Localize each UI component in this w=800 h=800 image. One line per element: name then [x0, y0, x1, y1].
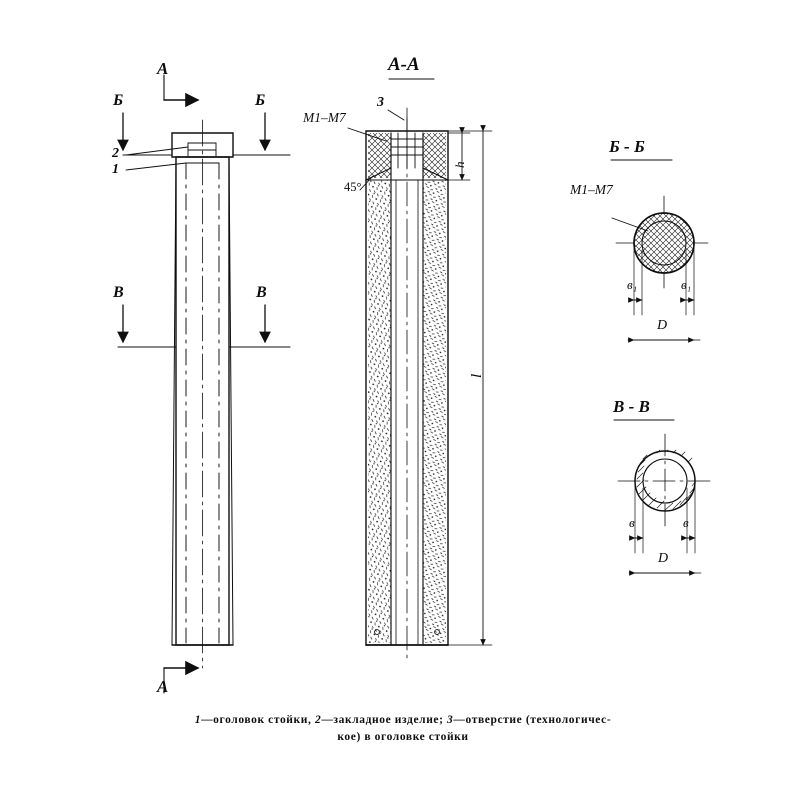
callout-embedded-parts-aa: М1–М7	[303, 110, 346, 125]
callout-1: 1	[112, 162, 119, 177]
section-bb-title: Б - Б	[609, 137, 645, 156]
caption-line-2: кое) в оголовке стойки	[337, 730, 469, 743]
section-vv-title: В - В	[613, 397, 650, 416]
section-aa-view	[348, 108, 492, 660]
elevation-view	[118, 75, 290, 693]
dimension-b-left: в	[629, 515, 635, 530]
caption-text-2: —закладное изделие;	[321, 714, 448, 726]
dimension-h: h	[452, 161, 467, 168]
mark-b-left: Б	[113, 92, 124, 109]
callout-2: 2	[112, 146, 119, 161]
dimension-length: l	[469, 373, 485, 378]
mark-a-bottom: А	[157, 677, 169, 696]
section-aa-title: А-А	[388, 54, 420, 75]
dimension-D-vv: D	[658, 551, 669, 566]
dimension-D-bb: D	[657, 318, 668, 333]
dimension-b1-left: в₁	[627, 277, 638, 292]
mark-a-top: А	[157, 59, 169, 78]
dimension-b-right: в	[683, 515, 689, 530]
caption-text-3: —отверстие (технологичес-	[453, 714, 612, 726]
callout-3: 3	[377, 95, 384, 110]
caption-text-1: —оголовок стойки,	[201, 714, 315, 726]
dimension-b1-right: в₁	[681, 277, 692, 292]
mark-v-right: В	[256, 284, 267, 301]
figure-caption	[78, 712, 728, 745]
caption-ref-3: 3	[447, 714, 454, 726]
mark-v-left: В	[113, 284, 124, 301]
callout-embedded-parts-bb: М1–М7	[570, 182, 613, 197]
angle-label-45: 45°	[344, 180, 362, 194]
mark-b-right: Б	[255, 92, 266, 109]
caption-ref-2: 2	[314, 714, 322, 726]
caption-ref-1: 1	[194, 714, 202, 726]
